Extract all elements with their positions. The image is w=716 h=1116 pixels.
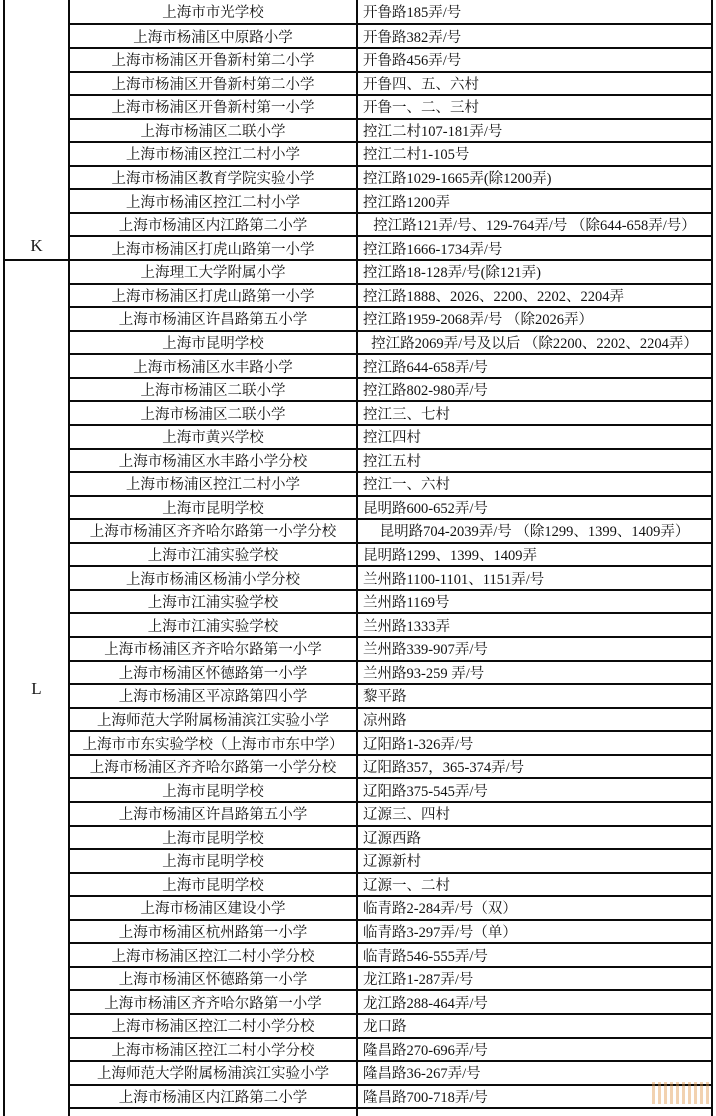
school-cell: 上海市杨浦区二联小学 — [70, 120, 358, 142]
address-cell: 兰州路339-907弄/号 — [363, 642, 488, 659]
address-cell: 辽源新村 — [363, 854, 421, 871]
table-row — [70, 779, 711, 803]
address-cell: 控江二村1-105号 — [363, 147, 470, 164]
table-row — [70, 1086, 711, 1110]
table-row — [70, 73, 711, 97]
table-row — [70, 0, 711, 25]
table-row — [70, 944, 711, 968]
address-cell: 开鲁四、五、六村 — [363, 76, 479, 93]
address-cell: 昆明路1299、1399、1409弄 — [363, 548, 537, 565]
school-cell: 上海市杨浦区杭州路第一小学 — [70, 921, 358, 943]
table-row — [70, 49, 711, 73]
school-cell: 上海市昆明学校 — [70, 779, 358, 801]
address-cell: 开鲁一、二、三村 — [363, 100, 479, 117]
table-row — [70, 379, 711, 403]
school-cell: 上海市杨浦区齐齐哈尔路第一小学 — [70, 638, 358, 660]
table-row — [70, 921, 711, 945]
address-cell: 控江路18-128弄/号(除121弄) — [363, 265, 542, 282]
school-cell: 上海市昆明学校 — [70, 874, 358, 896]
school-cell: 上海师范大学附属杨浦滨江实验小学 — [70, 709, 358, 731]
address-cell: 辽源三、四村 — [363, 807, 450, 824]
address-cell: 控江路802-980弄/号 — [363, 383, 488, 400]
school-cell: 上海市杨浦区齐齐哈尔路第一小学分校 — [70, 520, 358, 542]
school-cell: 上海市杨浦区控江二村小学 — [70, 143, 358, 165]
table-row — [70, 473, 711, 497]
address-cell: 控江路2069弄/号及以后 （除2200、2202、2204弄） — [371, 335, 698, 352]
address-cell: 辽源西路 — [363, 830, 421, 847]
school-cell: 上海市江浦实验学校 — [70, 544, 358, 566]
address-cell: 隆昌路36-267弄/号 — [363, 1066, 481, 1083]
address-cell: 开鲁路382弄/号 — [363, 29, 462, 46]
school-cell: 上海市黄兴学校 — [70, 426, 358, 448]
school-cell: 上海市杨浦区齐齐哈尔路第一小学分校 — [70, 756, 358, 778]
address-cell: 控江路1888、2026、2200、2202、2204弄 — [363, 288, 624, 305]
address-cell: 昆明路600-652弄/号 — [363, 500, 488, 517]
school-cell: 上海市杨浦区杨浦小学分校 — [70, 567, 358, 589]
school-cell: 上海市杨浦区水丰路小学 — [70, 355, 358, 377]
table-row — [70, 567, 711, 591]
school-cell: 上海市杨浦区教育学院实验小学 — [70, 167, 358, 189]
table-row — [70, 520, 711, 544]
school-cell: 上海市杨浦区控江二村小学分校 — [70, 1015, 358, 1037]
table-row — [70, 756, 711, 780]
school-cell: 上海市杨浦区许昌路第五小学 — [70, 308, 358, 330]
address-cell: 龙口路 — [363, 1019, 407, 1036]
address-cell: 临青路3-297弄/号（单） — [363, 925, 517, 942]
address-cell: 昆明路704-2039弄/号 （除1299、1399、1409弄） — [379, 524, 690, 541]
table-row — [70, 332, 711, 356]
school-cell: 上海市杨浦区平凉路第四小学 — [70, 685, 358, 707]
table-row — [70, 732, 711, 756]
address-cell: 控江路644-658弄/号 — [363, 359, 488, 376]
school-cell: 上海市杨浦区开鲁新村第二小学 — [70, 49, 358, 71]
school-cell: 上海市杨浦区内江路第二小学 — [70, 214, 358, 236]
address-cell: 临青路2-284弄/号（双） — [363, 901, 517, 918]
address-cell: 控江三、七村 — [363, 406, 450, 423]
address-cell: 控江路1200弄 — [363, 194, 450, 211]
letter-group-k-label: K — [30, 236, 43, 255]
address-cell: 控江五村 — [363, 453, 421, 470]
table-row — [70, 214, 711, 238]
school-cell: 上海市杨浦区打虎山路第一小学 — [70, 285, 358, 307]
school-cell: 上海市昆明学校 — [70, 332, 358, 354]
address-cell: 辽阳路1-326弄/号 — [363, 736, 474, 753]
table-row — [70, 402, 711, 426]
school-cell: 上海市杨浦区内江路第二小学 — [70, 1086, 358, 1108]
address-cell: 兰州路93-259 弄/号 — [363, 665, 485, 682]
address-cell: 控江四村 — [363, 430, 421, 447]
school-cell: 上海市杨浦区二联小学 — [70, 379, 358, 401]
school-cell: 上海市杨浦区开鲁新村第二小学 — [70, 73, 358, 95]
address-cell: 辽阳路375-545弄/号 — [363, 783, 488, 800]
school-address-table — [68, 0, 713, 1116]
address-cell: 控江路121弄/号、129-764弄/号 （除644-658弄/号） — [373, 218, 696, 235]
address-cell: 辽阳路357，365-374弄/号 — [363, 760, 525, 777]
school-cell: 上海市江浦实验学校 — [70, 591, 358, 613]
school-cell: 上海市杨浦区二联小学 — [70, 402, 358, 424]
address-cell: 控江路1666-1734弄/号 — [363, 241, 503, 258]
table-row — [70, 968, 711, 992]
school-cell: 上海市杨浦区控江二村小学 — [70, 473, 358, 495]
school-cell: 上海市杨浦区怀德路第一小学 — [70, 968, 358, 990]
address-cell: 控江路1029-1665弄(除1200弄) — [363, 171, 552, 188]
table-row — [70, 991, 711, 1015]
table-row — [70, 497, 711, 521]
letter-group-k — [5, 0, 68, 261]
school-cell: 上海市市光学校 — [70, 0, 358, 23]
school-cell: 上海市杨浦区建设小学 — [70, 897, 358, 919]
table-row — [70, 591, 711, 615]
table-row — [70, 850, 711, 874]
table-row — [70, 1015, 711, 1039]
school-cell — [70, 1109, 358, 1116]
school-cell: 上海市市东实验学校（上海市市东中学） — [70, 732, 358, 754]
table-row — [70, 167, 711, 191]
table-row — [70, 25, 711, 49]
address-cell: 凉州路 — [363, 712, 407, 729]
school-cell: 上海市昆明学校 — [70, 497, 358, 519]
table-row — [70, 308, 711, 332]
school-cell: 上海市杨浦区怀德路第一小学 — [70, 662, 358, 684]
table-row — [70, 1039, 711, 1063]
table-row — [70, 897, 711, 921]
address-cell: 黎平路 — [363, 689, 407, 706]
table-row — [70, 662, 711, 686]
school-cell: 上海理工大学附属小学 — [70, 261, 358, 283]
address-cell: 临青路546-555弄/号 — [363, 948, 488, 965]
school-cell: 上海市杨浦区水丰路小学分校 — [70, 450, 358, 472]
address-cell: 控江一、六村 — [363, 477, 450, 494]
table-row — [70, 237, 711, 261]
table-row — [70, 1062, 711, 1086]
school-cell: 上海市杨浦区打虎山路第一小学 — [70, 237, 358, 259]
address-cell: 兰州路1169号 — [363, 595, 450, 612]
address-cell: 控江二村107-181弄/号 — [363, 123, 503, 140]
school-cell: 上海市杨浦区中原路小学 — [70, 25, 358, 47]
table-row — [70, 685, 711, 709]
address-cell: 开鲁路185弄/号 — [363, 5, 462, 22]
table-row — [70, 874, 711, 898]
table-row — [70, 450, 711, 474]
school-cell: 上海市江浦实验学校 — [70, 614, 358, 636]
address-cell: 控江路1959-2068弄/号 （除2026弄） — [363, 312, 593, 329]
school-cell: 上海市杨浦区控江二村小学分校 — [70, 944, 358, 966]
address-cell: 兰州路1333弄 — [363, 618, 450, 635]
address-cell: 龙江路1-287弄/号 — [363, 972, 474, 989]
address-cell: 龙江路288-464弄/号 — [363, 995, 488, 1012]
table-row — [70, 426, 711, 450]
address-cell: 隆昌路270-696弄/号 — [363, 1042, 488, 1059]
table-row — [70, 827, 711, 851]
table-row — [70, 544, 711, 568]
school-cell: 上海市杨浦区许昌路第五小学 — [70, 803, 358, 825]
table-row — [70, 285, 711, 309]
letter-group-l — [5, 261, 68, 1116]
school-cell: 上海市杨浦区开鲁新村第一小学 — [70, 96, 358, 118]
school-cell: 上海市昆明学校 — [70, 827, 358, 849]
school-cell: 上海市杨浦区控江二村小学 — [70, 190, 358, 212]
address-cell: 开鲁路456弄/号 — [363, 53, 462, 70]
address-cell: 辽源一、二村 — [363, 877, 450, 894]
letter-group-l-label: L — [31, 678, 42, 698]
table-row — [70, 355, 711, 379]
table-row — [70, 190, 711, 214]
school-cell: 上海市杨浦区控江二村小学分校 — [70, 1039, 358, 1061]
table-row-partial — [70, 1109, 711, 1116]
table-row — [70, 96, 711, 120]
address-cell: 隆昌路700-718弄/号 — [363, 1089, 488, 1106]
table-row — [70, 143, 711, 167]
table-row — [70, 709, 711, 733]
school-cell: 上海师范大学附属杨浦滨江实验小学 — [70, 1062, 358, 1084]
table-row — [70, 261, 711, 285]
table-row — [70, 614, 711, 638]
school-cell: 上海市杨浦区齐齐哈尔路第一小学 — [70, 991, 358, 1013]
school-cell: 上海市昆明学校 — [70, 850, 358, 872]
table-row — [70, 120, 711, 144]
letter-index-column — [3, 0, 68, 1116]
table-row — [70, 803, 711, 827]
table-row — [70, 638, 711, 662]
address-cell — [358, 1109, 711, 1116]
address-cell: 兰州路1100-1101、1151弄/号 — [363, 571, 545, 588]
